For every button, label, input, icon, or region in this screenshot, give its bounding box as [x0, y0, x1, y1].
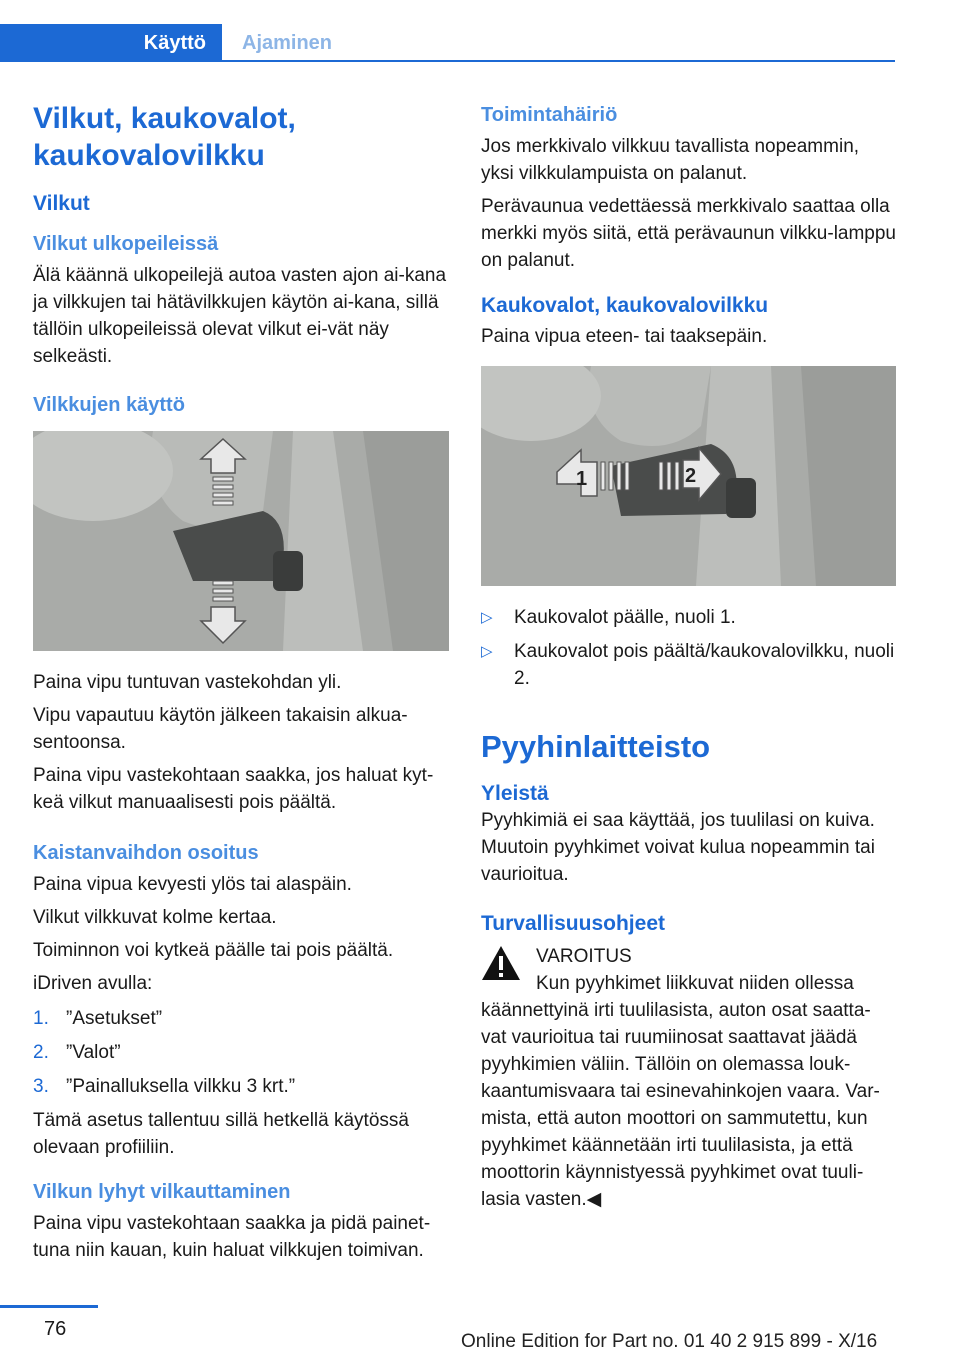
tab-kaytto[interactable]: Käyttö — [0, 24, 222, 62]
paragraph-ulkopeileissa: Älä käännä ulkopeilejä autoa vasten ajon ai-kana ja vilkkujen tai hätävilkkujen käytön ai-kana, sillä tällöin ulkopeileissä olevat vilkut ei-vät näy selkeästi. — [33, 265, 447, 367]
list-item — [33, 1005, 449, 1032]
chapter-tabs — [0, 24, 895, 62]
list-item — [481, 604, 896, 631]
turn-signal-lever-illustration — [33, 431, 449, 651]
section-heading-turvallisuusohjeet: Turvallisuusohjeet — [481, 912, 665, 935]
section-heading-yleista: Yleistä — [481, 782, 549, 805]
steps-list — [33, 1005, 449, 1100]
high-beam-list — [481, 604, 896, 692]
chapter-heading-pyyhinlaitteisto: Pyyhinlaitteisto — [481, 729, 711, 764]
paragraph-kaista-1: Paina vipua kevyesti ylös tai alaspäin. — [33, 874, 352, 895]
step-number: 2. — [33, 1042, 49, 1063]
step-number: 1. — [33, 1008, 49, 1029]
triangle-bullet-icon: ▷ — [481, 609, 493, 626]
step-number: 3. — [33, 1076, 49, 1097]
subheading-toimintahairio: Toimintahäiriö — [481, 104, 618, 126]
warning-text-first: Kun pyyhkimet liikkuvat niiden ollessa — [536, 973, 854, 994]
warning-title: VAROITUS — [536, 946, 632, 967]
section-heading-vilkut: Vilkut — [33, 192, 90, 215]
left-column — [33, 100, 449, 1270]
arrow-2-label: 2 — [685, 465, 697, 487]
paragraph-kaukovalot: Paina vipua eteen- tai taaksepäin. — [481, 326, 768, 347]
paragraph-yleista: Pyyhkimiä ei saa käyttää, jos tuulilasi on kuiva. Muutoin pyyhkimet voivat kulua nopeammin tai vaurioitua. — [481, 810, 875, 885]
right-column — [481, 100, 896, 1213]
paragraph-kaytto-2: Vipu vapautuu käytön jälkeen takaisin alkua-sentoonsa. — [33, 705, 408, 753]
step-text: ”Painalluksella vilkku 3 krt.” — [66, 1076, 296, 1097]
bullet-text: Kaukovalot pois päältä/kaukovalovilkku, nuoli 2. — [514, 641, 895, 689]
paragraph-kaytto-3: Paina vipu vastekohtaan saakka, jos haluat kyt-keä vilkut manuaalisesti pois päältä. — [33, 765, 434, 813]
arrow-1-label: 1 — [576, 468, 588, 490]
footer-rule — [0, 1305, 98, 1308]
page-title: Vilkut, kaukovalot, kaukovalovilkku — [33, 102, 296, 172]
paragraph-lyhyt: Paina vipu vastekohtaan saakka ja pidä painet-tuna niin kauan, kuin haluat vilkkujen toimivan. — [33, 1213, 431, 1261]
subheading-lyhyt-vilkautus: Vilkun lyhyt vilkauttaminen — [33, 1181, 291, 1203]
list-item — [481, 638, 896, 692]
high-beam-lever-illustration — [481, 366, 896, 586]
paragraph-kaytto-1: Paina vipu tuntuvan vastekohdan yli. — [33, 672, 342, 693]
step-text: ”Valot” — [66, 1042, 121, 1063]
section-heading-kaukovalot: Kaukovalot, kaukovalovilkku — [481, 294, 769, 317]
subheading-vilkkujen-kaytto: Vilkkujen käyttö — [33, 394, 185, 416]
page-number: 76 — [44, 1318, 67, 1340]
tab-ajaminen[interactable]: Ajaminen — [242, 31, 333, 54]
triangle-bullet-icon: ▷ — [481, 643, 493, 660]
tab-underline — [0, 60, 895, 62]
step-text: ”Asetukset” — [66, 1008, 163, 1029]
paragraph-hairio-2: Perävaunua vedettäessä merkkivalo saattaa olla merkki myös siitä, että perävaunun vilkku-lamppu on palanut. — [481, 196, 897, 271]
paragraph-kaista-3: Toiminnon voi kytkeä päälle tai pois päältä. — [33, 940, 394, 961]
paragraph-kaista-2: Vilkut vilkkuvat kolme kertaa. — [33, 907, 277, 928]
online-edition-note: Online Edition for Part no. 01 40 2 915 899 - X/16 — [461, 1331, 878, 1352]
list-item — [33, 1073, 449, 1100]
list-item — [33, 1039, 449, 1066]
paragraph-profiili: Tämä asetus tallentuu sillä hetkellä käytössä olevaan profiiliin. — [33, 1110, 409, 1158]
subheading-ulkopeileissa: Vilkut ulkopeileissä — [33, 233, 219, 255]
bullet-text: Kaukovalot päälle, nuoli 1. — [514, 607, 736, 628]
paragraph-kaista-4: iDriven avulla: — [33, 973, 153, 994]
paragraph-hairio-1: Jos merkkivalo vilkkuu tavallista nopeammin, yksi vilkkulampuista on palanut. — [481, 136, 860, 184]
warning-triangle-icon — [481, 945, 521, 981]
warning-text: käännettyinä irti tuulilasista, auton osat saatta-vat vaurioitua tai ruumiinosat saattavat jäädä pyyhkimien väliin. Tällöin on olemassa louk-kaantumisvaara tai esinevahinkojen vaara. Var-mista, että auton moottori on sammutettu, kun pyyhkimet käännetään irti tuulilasista, ja että moottorin käynnistyessä pyyhkimet ovat tuuli-lasia vasten.◀ — [481, 1000, 880, 1210]
warning-block — [481, 943, 896, 1213]
subheading-kaistanvaihto: Kaistanvaihdon osoitus — [33, 842, 259, 864]
